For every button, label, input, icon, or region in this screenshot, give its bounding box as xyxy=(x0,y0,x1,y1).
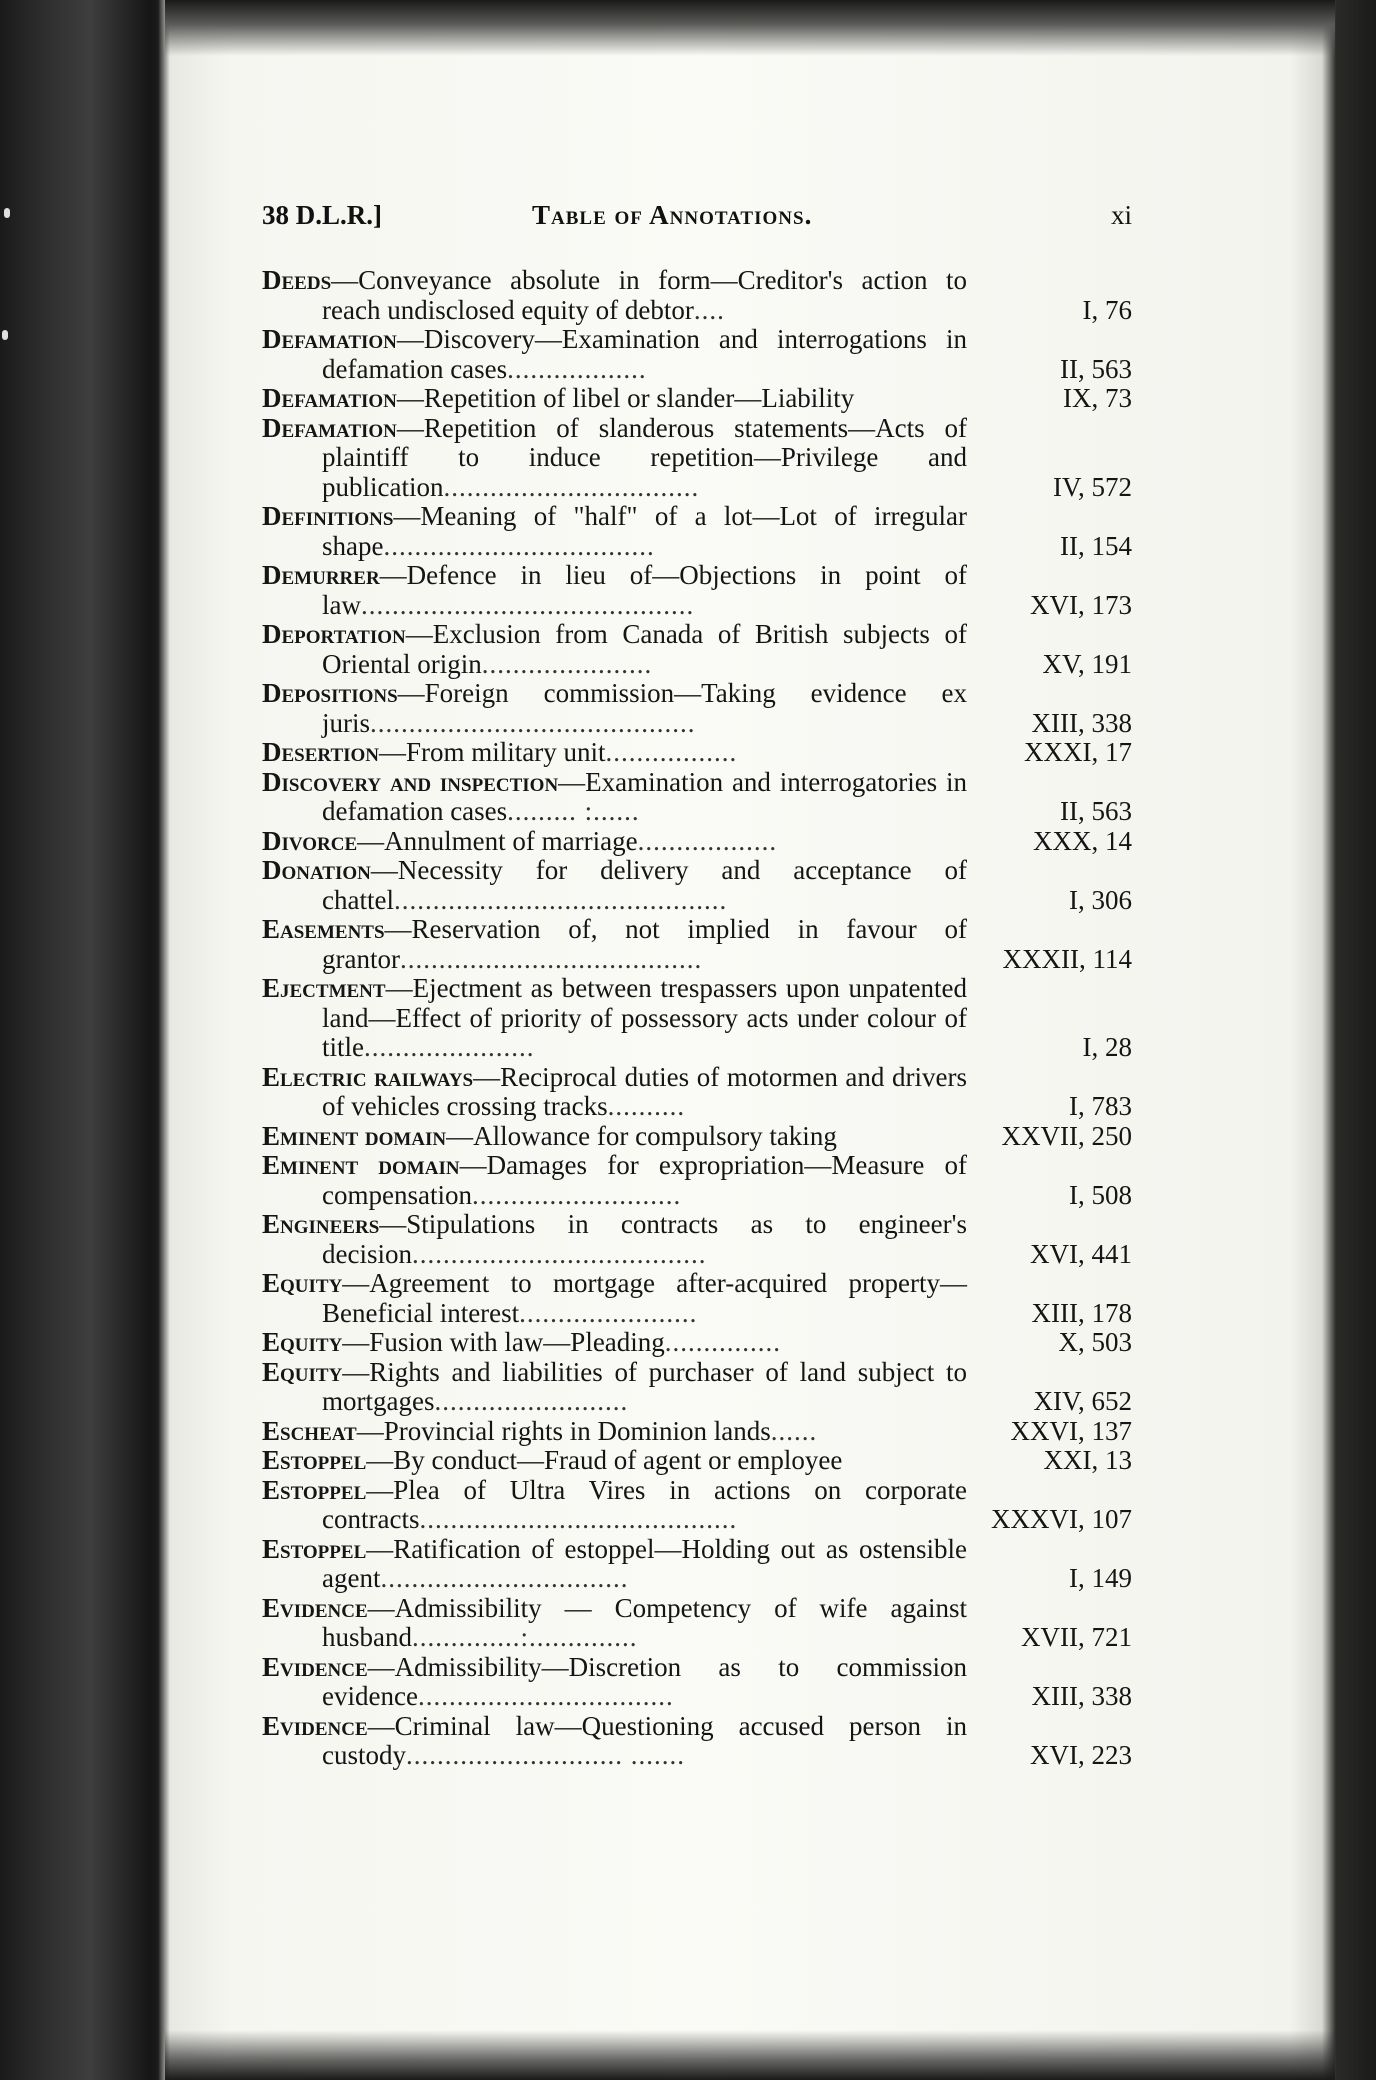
annotation-text xyxy=(262,1063,967,1122)
annotation-entry xyxy=(262,1269,1132,1328)
leader-dots: ...................... xyxy=(481,648,653,679)
annotation-reference: XVII, 721 xyxy=(1021,1622,1132,1652)
leader-dots: ........................................... xyxy=(393,884,728,915)
annotation-reference: XIII, 338 xyxy=(1031,1681,1132,1711)
annotation-text xyxy=(262,1446,967,1476)
leader-dots: ......................... xyxy=(434,1386,629,1416)
annotation-subject: Evidence xyxy=(262,1651,368,1682)
annotation-reference: XV, 191 xyxy=(1042,648,1132,679)
leader-dots: ........................... xyxy=(471,1179,682,1210)
annotation-entry xyxy=(262,561,1132,620)
annotations-list xyxy=(262,266,1132,1771)
annotation-subject: Eminent domain xyxy=(262,1120,447,1151)
leader-dots: ................................. xyxy=(443,471,700,502)
leader-dots: .................. xyxy=(507,353,647,384)
page-number: xi xyxy=(1110,200,1132,230)
leader-dots: ................. xyxy=(605,737,738,767)
annotation-text xyxy=(262,1122,967,1152)
leader-dots: ...................... xyxy=(364,1032,535,1062)
leader-dots: ......................................... xyxy=(419,1504,738,1534)
annotation-entry xyxy=(262,1122,1132,1152)
annotation-reference: XIII, 338 xyxy=(1031,707,1132,738)
annotation-subject: Estoppel xyxy=(262,1533,367,1564)
annotation-description: —Provincial rights in Dominion lands xyxy=(356,1415,771,1446)
annotation-subject: Equity xyxy=(262,1268,343,1298)
annotation-description: —Criminal law—Questioning accused person in custody xyxy=(322,1710,967,1770)
page-title: Table of Annotations. xyxy=(532,200,813,230)
annotation-text xyxy=(262,974,967,1063)
annotation-reference: I, 508 xyxy=(1069,1179,1132,1210)
leader-dots: ................................. xyxy=(417,1681,674,1711)
page-top-shadow xyxy=(165,0,1335,56)
annotation-subject: Deportation xyxy=(262,619,406,649)
annotation-text xyxy=(262,266,967,325)
annotation-entry xyxy=(262,1063,1132,1122)
annotation-description: —Defence in lieu of—Objections in point of law xyxy=(322,560,967,620)
annotation-reference: I, 28 xyxy=(1082,1032,1132,1062)
annotation-subject: Defamation xyxy=(262,324,397,354)
annotation-text xyxy=(262,1476,967,1535)
annotation-text xyxy=(262,1151,967,1210)
annotation-subject: Eminent domain xyxy=(262,1150,460,1180)
annotation-reference: XVI, 223 xyxy=(1030,1740,1132,1770)
annotation-description: —Meaning of "half" of a lot—Lot of irregular shape xyxy=(322,501,967,561)
annotation-entry xyxy=(262,1476,1132,1535)
annotation-reference: I, 76 xyxy=(1082,294,1132,325)
annotation-description: —Exclusion from Canada of British subjects of Oriental origin xyxy=(322,619,967,679)
annotation-text xyxy=(262,1417,967,1447)
annotation-reference: XIII, 178 xyxy=(1031,1297,1132,1328)
annotation-description: —From military unit xyxy=(379,737,606,767)
annotation-reference: I, 306 xyxy=(1069,884,1132,915)
annotation-entry xyxy=(262,974,1132,1063)
leader-dots: ...................................... xyxy=(411,1238,707,1269)
annotation-text xyxy=(262,502,967,561)
annotation-subject: Equity xyxy=(262,1327,343,1357)
annotation-text xyxy=(262,414,967,503)
annotation-entry xyxy=(262,325,1132,384)
annotation-subject: Estoppel xyxy=(262,1445,367,1475)
annotation-entry xyxy=(262,502,1132,561)
annotation-reference: II, 154 xyxy=(1060,530,1132,561)
annotation-entry xyxy=(262,738,1132,768)
annotation-subject: Ejectment xyxy=(262,973,386,1003)
annotation-subject: Defamation xyxy=(262,412,397,443)
annotation-subject: Equity xyxy=(262,1356,343,1387)
annotation-description: —Damages for expropriation—Measure of compensation xyxy=(322,1150,967,1210)
annotation-description: —Allowance for compulsory taking xyxy=(446,1120,837,1151)
facing-page-speck xyxy=(4,208,10,218)
annotation-text xyxy=(262,1210,967,1269)
page-bottom-shadow xyxy=(165,2030,1335,2080)
annotation-reference: IV, 572 xyxy=(1052,471,1132,502)
annotation-subject: Easements xyxy=(262,914,385,944)
annotation-description: —Foreign commission—Taking evidence ex juris xyxy=(322,678,967,738)
annotation-reference: I, 149 xyxy=(1069,1563,1132,1593)
annotation-description: —Rights and liabilities of purchaser of land subject to mortgages xyxy=(322,1356,967,1416)
leader-dots: ....................................... xyxy=(399,943,703,974)
annotation-reference: I, 783 xyxy=(1069,1091,1132,1121)
leader-dots: ........................................... xyxy=(360,589,695,620)
annotation-entry xyxy=(262,384,1132,414)
annotation-text xyxy=(262,827,967,857)
annotation-entry xyxy=(262,1151,1132,1210)
annotation-description: —Stipulations in contracts as to engineer's decision xyxy=(322,1209,967,1269)
annotation-description: —Admissibility—Discretion as to commission evidence xyxy=(322,1651,967,1711)
annotation-description: —Fusion with law—Pleading xyxy=(342,1327,665,1357)
leader-dots: .................. xyxy=(637,825,778,856)
leader-dots: ............... xyxy=(664,1327,782,1357)
annotation-description: —Ratification of estoppel—Holding out as ostensible agent xyxy=(322,1533,967,1593)
annotation-description: —Plea of Ultra Vires in actions on corporate contracts xyxy=(322,1474,967,1534)
annotation-description: —Reservation of, not implied in favour of grantor xyxy=(322,914,967,974)
annotation-entry xyxy=(262,1653,1132,1712)
facing-page-speck xyxy=(2,330,8,340)
annotation-text xyxy=(262,1535,967,1594)
leader-dots: .... xyxy=(693,294,725,325)
annotation-entry xyxy=(262,1712,1132,1771)
annotation-reference: IX, 73 xyxy=(1063,383,1132,413)
annotation-reference: II, 563 xyxy=(1060,353,1132,384)
annotation-description: —Discovery—Examination and interrogations in defamation cases xyxy=(322,324,967,384)
annotation-subject: Discovery and inspection xyxy=(262,766,559,797)
annotation-description: —Admissibility — Competency of wife against husband xyxy=(322,1592,967,1652)
annotation-text xyxy=(262,325,967,384)
annotation-description: —Ejectment as between trespassers upon unpatented land—Effect of priority of possessory acts under colour of title xyxy=(322,973,967,1062)
annotation-entry xyxy=(262,414,1132,503)
annotation-subject: Estoppel xyxy=(262,1474,367,1505)
annotation-text xyxy=(262,1269,967,1328)
annotation-subject: Electric railways xyxy=(262,1061,474,1092)
annotation-description: —By conduct—Fraud of agent or employee xyxy=(366,1445,843,1475)
annotation-text xyxy=(262,1328,967,1358)
annotation-subject: Definitions xyxy=(262,501,394,531)
annotation-description: —Conveyance absolute in form—Creditor's action to reach undisclosed equity of debtor xyxy=(322,265,967,325)
annotation-text xyxy=(262,1653,967,1712)
annotation-entry xyxy=(262,1358,1132,1417)
running-header xyxy=(262,200,1132,240)
annotation-entry xyxy=(262,1210,1132,1269)
annotation-reference: XXVI, 137 xyxy=(1010,1415,1132,1446)
annotation-reference: XXX, 14 xyxy=(1033,825,1132,856)
leader-dots: ................................ xyxy=(380,1563,629,1593)
annotation-description: —Examination and interrogatories in defamation cases xyxy=(322,766,967,826)
annotation-reference: XXI, 13 xyxy=(1043,1445,1132,1475)
annotation-entry xyxy=(262,1417,1132,1447)
annotation-entry xyxy=(262,768,1132,827)
annotation-subject: Depositions xyxy=(262,678,398,708)
annotation-subject: Deeds xyxy=(262,265,332,295)
annotation-entry xyxy=(262,679,1132,738)
annotation-subject: Desertion xyxy=(262,737,380,767)
annotation-subject: Divorce xyxy=(262,825,358,856)
annotation-subject: Demurrer xyxy=(262,560,380,590)
annotation-entry xyxy=(262,1446,1132,1476)
annotation-entry xyxy=(262,1535,1132,1594)
leader-dots: ..............:.............. xyxy=(412,1622,638,1652)
annotation-description: —Necessity for delivery and acceptance of chattel xyxy=(322,855,967,915)
leader-dots: ...... xyxy=(770,1415,818,1446)
annotation-entry xyxy=(262,856,1132,915)
annotation-subject: Evidence xyxy=(262,1710,368,1741)
leader-dots: ......... :...... xyxy=(507,796,640,826)
annotation-subject: Donation xyxy=(262,855,371,885)
annotation-entry xyxy=(262,620,1132,679)
annotation-description: —Agreement to mortgage after-acquired property—Beneficial interest xyxy=(322,1268,967,1328)
leader-dots: .......................................... xyxy=(370,707,696,738)
annotation-text xyxy=(262,384,967,414)
leader-dots: ....................... xyxy=(519,1297,698,1328)
annotation-subject: Escheat xyxy=(262,1415,357,1446)
volume-label: 38 D.L.R.] xyxy=(262,200,382,230)
annotation-text xyxy=(262,1712,967,1771)
annotation-text xyxy=(262,915,967,974)
annotation-reference: II, 563 xyxy=(1060,796,1132,826)
annotation-reference: XXXVI, 107 xyxy=(991,1504,1132,1534)
annotation-subject: Defamation xyxy=(262,383,397,413)
annotation-reference: XXXII, 114 xyxy=(1002,943,1132,974)
annotation-reference: XVI, 441 xyxy=(1030,1238,1132,1269)
annotation-entry xyxy=(262,266,1132,325)
annotation-description: —Annulment of marriage xyxy=(357,825,638,856)
annotation-text xyxy=(262,1594,967,1653)
annotation-text xyxy=(262,768,967,827)
leader-dots: .......... xyxy=(607,1091,686,1121)
annotation-description: —Repetition of slanderous statements—Acts of plaintiff to induce repetition—Privilege and publication xyxy=(322,412,967,502)
annotation-text xyxy=(262,620,967,679)
annotation-entry xyxy=(262,827,1132,857)
leader-dots: ............................ ....... xyxy=(406,1740,685,1770)
annotation-subject: Engineers xyxy=(262,1209,380,1239)
annotation-description: —Reciprocal duties of motormen and drivers of vehicles crossing tracks xyxy=(322,1061,967,1121)
annotation-entry xyxy=(262,915,1132,974)
annotation-text xyxy=(262,856,967,915)
annotation-reference: XVI, 173 xyxy=(1030,589,1132,620)
annotation-reference: X, 503 xyxy=(1058,1327,1132,1357)
annotation-reference: XIV, 652 xyxy=(1033,1386,1132,1416)
annotation-entry xyxy=(262,1594,1132,1653)
annotation-description: —Repetition of libel or slander—Liability xyxy=(396,383,855,413)
annotation-text xyxy=(262,561,967,620)
annotation-text xyxy=(262,679,967,738)
annotation-reference: XXVII, 250 xyxy=(1001,1120,1132,1151)
annotation-entry xyxy=(262,1328,1132,1358)
leader-dots: ................................... xyxy=(383,530,655,561)
annotation-text xyxy=(262,738,967,768)
annotation-text xyxy=(262,1358,967,1417)
annotation-reference: XXXI, 17 xyxy=(1024,737,1132,767)
annotation-subject: Evidence xyxy=(262,1592,368,1623)
